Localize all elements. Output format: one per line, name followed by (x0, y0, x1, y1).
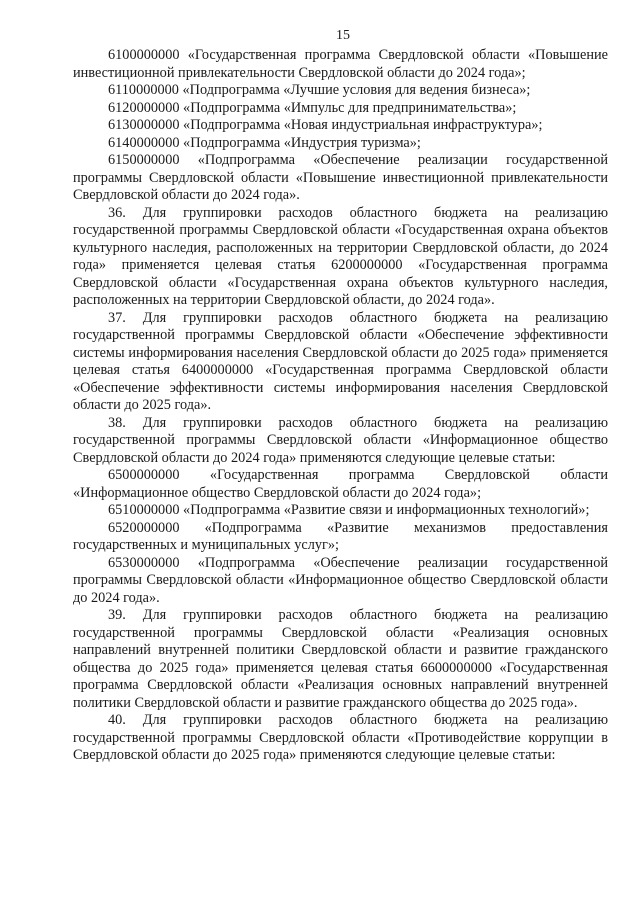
paragraph: 6120000000 «Подпрограмма «Импульс для предпринимательства»; (108, 99, 517, 116)
paragraph: 6500000000 «Государственная программа Свердловской области «Информационное общество Свердловской области до 2024 года»; (73, 467, 608, 501)
paragraph: 6510000000 «Подпрограмма «Развитие связи и информационных технологий»; (108, 502, 590, 518)
paragraph: 36. Для группировки расходов областного бюджета на реализацию государственной программы Свердловской области «Государственная охрана объектов культурного наследия, расположенных на территории Свердловской области, до 2024 года» применяется целевая статья 6200000000 «Государственная программа Свердловской области «Государственная охрана объектов культурного наследия, расположенных на территории Свердловской области, до 2024 года». (73, 204, 608, 308)
paragraph: 38. Для группировки расходов областного бюджета на реализацию государственной программы Свердловской области «Информационное общество Свердловской области до 2024 года» применяются следующие целевые статьи: (73, 414, 608, 466)
page-number: 15 (336, 28, 350, 43)
paragraph: 6140000000 «Подпрограмма «Индустрия туризма»; (108, 134, 421, 151)
paragraph: 6530000000 «Подпрограмма «Обеспечение реализации государственной программы Свердловской области «Информационное общество Свердловской области до 2024 года». (73, 554, 608, 606)
paragraph: 6130000000 «Подпрограмма «Новая индустриальная инфраструктура»; (108, 117, 543, 133)
paragraph: 6110000000 «Подпрограмма «Лучшие условия для ведения бизнеса»; (108, 82, 531, 98)
paragraph: 6100000000 «Государственная программа Свердловской области «Повышение инвестиционной привлекательности Свердловской области до 2024 года»; (73, 47, 608, 81)
paragraph: 6520000000 «Подпрограмма «Развитие механизмов предоставления государственных и муниципальных услуг»; (73, 519, 608, 553)
paragraph: 37. Для группировки расходов областного бюджета на реализацию государственной программы Свердловской области «Обеспечение эффективности системы информирования населения Свердловской области до 2025 года» применяется целевая статья 6400000000 «Государственная программа Свердловской области «Обеспечение эффективности системы информирования населения Свердловской области до 2025 года». (73, 309, 608, 413)
paragraph: 40. Для группировки расходов областного бюджета на реализацию государственной программы Свердловской области «Противодействие коррупции в Свердловской области до 2025 года» применяются следующие целевые статьи: (73, 712, 608, 763)
document-page (73, 27, 608, 765)
paragraph: 6150000000 «Подпрограмма «Обеспечение реализации государственной программы Свердловской области «Повышение инвестиционной привлекательности Свердловской области до 2024 года». (73, 152, 608, 203)
paragraph: 39. Для группировки расходов областного бюджета на реализацию государственной программы Свердловской области «Реализация основных направлений внутренней политики Свердловской области и развитие гражданского общества до 2025 года» применяется целевая статья 6600000000 «Государственная программа Свердловской области «Реализация основных направлений внутренней политики Свердловской области и развитие гражданского общества до 2025 года». (73, 607, 608, 711)
